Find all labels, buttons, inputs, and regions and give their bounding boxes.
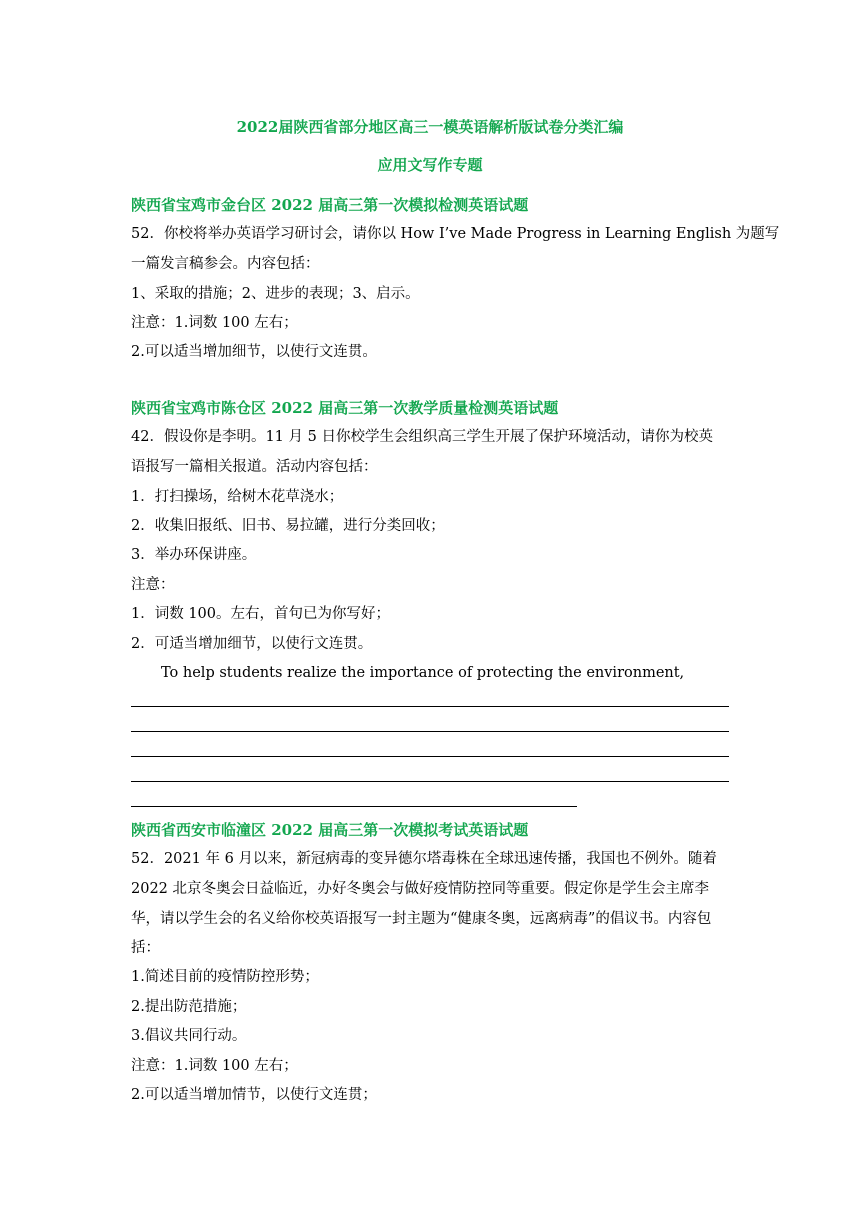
question-text: 52．你校将举办英语学习研讨会，请你以 How I’ve Made Progress in Learning English 为题写 <box>131 226 780 242</box>
question-text: 1.简述目前的疫情防控形势； <box>131 969 319 985</box>
answer-line <box>131 706 729 707</box>
answer-line <box>131 731 729 732</box>
question-text: 2.可以适当增加情节，以使行文连贯； <box>131 1087 377 1103</box>
question-text: 3.倡议共同行动。 <box>131 1028 247 1044</box>
question-text: 2.提出防范措施； <box>131 999 247 1015</box>
question-text: 2022 北京冬奥会日益临近，办好冬奥会与做好疫情防控同等重要。假定你是学生会主席李 <box>131 881 710 897</box>
question-text: 注意：1.词数 100 左右； <box>131 1058 298 1074</box>
question-text: 语报写一篇相关报道。活动内容包括： <box>131 459 378 475</box>
answer-line <box>131 781 729 782</box>
answer-line <box>131 806 577 807</box>
question-text: 注意：1.词数 100 左右； <box>131 315 298 331</box>
answer-line <box>131 756 729 757</box>
question-text: 1．词数 100。左右，首句已为你写好； <box>131 606 391 622</box>
question-text: 华，请以学生会的名义给你校英语报写一封主题为“健康冬奥，远离病毒”的倡议书。内容包 <box>131 911 712 927</box>
question-text: 42．假设你是李明。11 月 5 日你校学生会组织高三学生开展了保护环境活动，请你为校英 <box>131 429 713 445</box>
document-subtitle: 应用文写作专题 <box>377 156 483 174</box>
section-heading: 陕西省宝鸡市陈仓区 2022 届高三第一次教学质量检测英语试题 <box>131 399 559 417</box>
opening-sentence: To help students realize the importance of protecting the environment, <box>161 665 685 681</box>
question-text: 3．举办环保讲座。 <box>131 547 257 563</box>
question-text: 2．收集旧报纸、旧书、易拉罐，进行分类回收； <box>131 518 445 534</box>
question-text: 一篇发言稿参会。内容包括： <box>131 256 320 272</box>
section-heading: 陕西省宝鸡市金台区 2022 届高三第一次模拟检测英语试题 <box>131 196 529 214</box>
question-text: 1．打扫操场，给树木花草浇水； <box>131 489 344 505</box>
question-text: 注意： <box>131 577 175 593</box>
question-text: 括： <box>131 940 160 956</box>
section-heading: 陕西省西安市临潼区 2022 届高三第一次模拟考试英语试题 <box>131 821 529 839</box>
document-title: 2022届陕西省部分地区高三一模英语解析版试卷分类汇编 <box>236 118 624 136</box>
question-text: 52．2021 年 6 月以来，新冠病毒的变异德尔塔毒株在全球迅速传播，我国也不例外。随着 <box>131 851 717 867</box>
question-text: 2．可适当增加细节，以使行文连贯。 <box>131 636 373 652</box>
question-text: 2.可以适当增加细节，以使行文连贯。 <box>131 344 377 360</box>
question-text: 1、采取的措施；2、进步的表现；3、启示。 <box>131 286 420 302</box>
